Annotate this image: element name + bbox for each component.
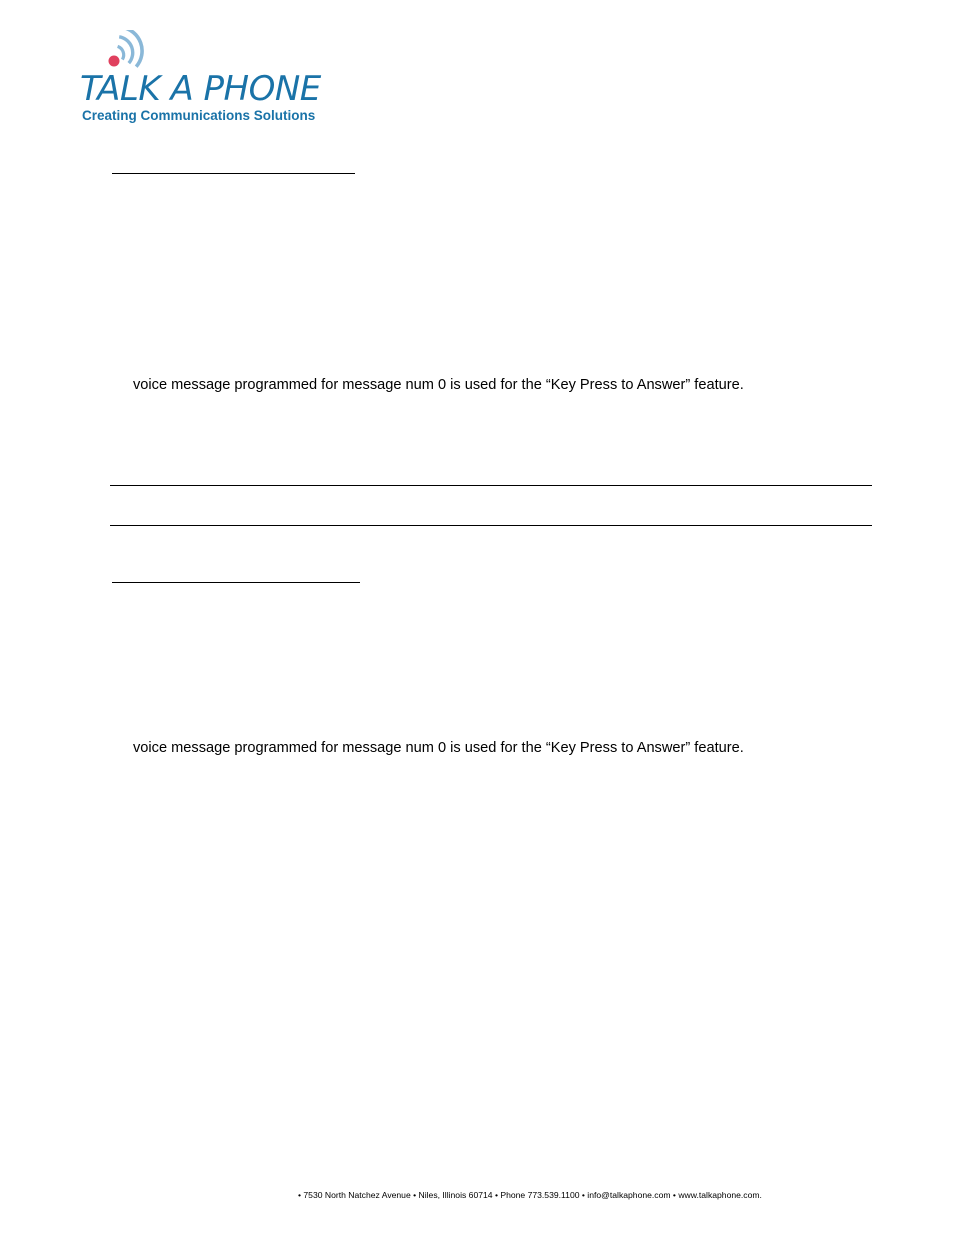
section-underline-1 — [112, 173, 355, 174]
logo-wave-1 — [118, 45, 126, 59]
logo-wave-3 — [122, 30, 148, 67]
section-divider-top — [110, 485, 872, 486]
section-divider-bottom — [110, 525, 872, 526]
company-logo — [80, 30, 360, 126]
body-paragraph-1: voice message programmed for message num 0 is used for the “Key Press to Answer” feature. — [133, 377, 744, 393]
logo-dot — [109, 56, 120, 67]
body-paragraph-2: voice message programmed for message num 0 is used for the “Key Press to Answer” feature. — [133, 740, 744, 756]
logo-wordmark: TALK A PHONE — [80, 69, 321, 109]
section-underline-2 — [112, 582, 360, 583]
logo-tagline: Creating Communications Solutions — [82, 108, 316, 123]
footer-address: • 7530 North Natchez Avenue • Niles, Illinois 60714 • Phone 773.539.1100 • info@talkaphone.com • www.talkaphone.com. — [298, 1190, 762, 1200]
